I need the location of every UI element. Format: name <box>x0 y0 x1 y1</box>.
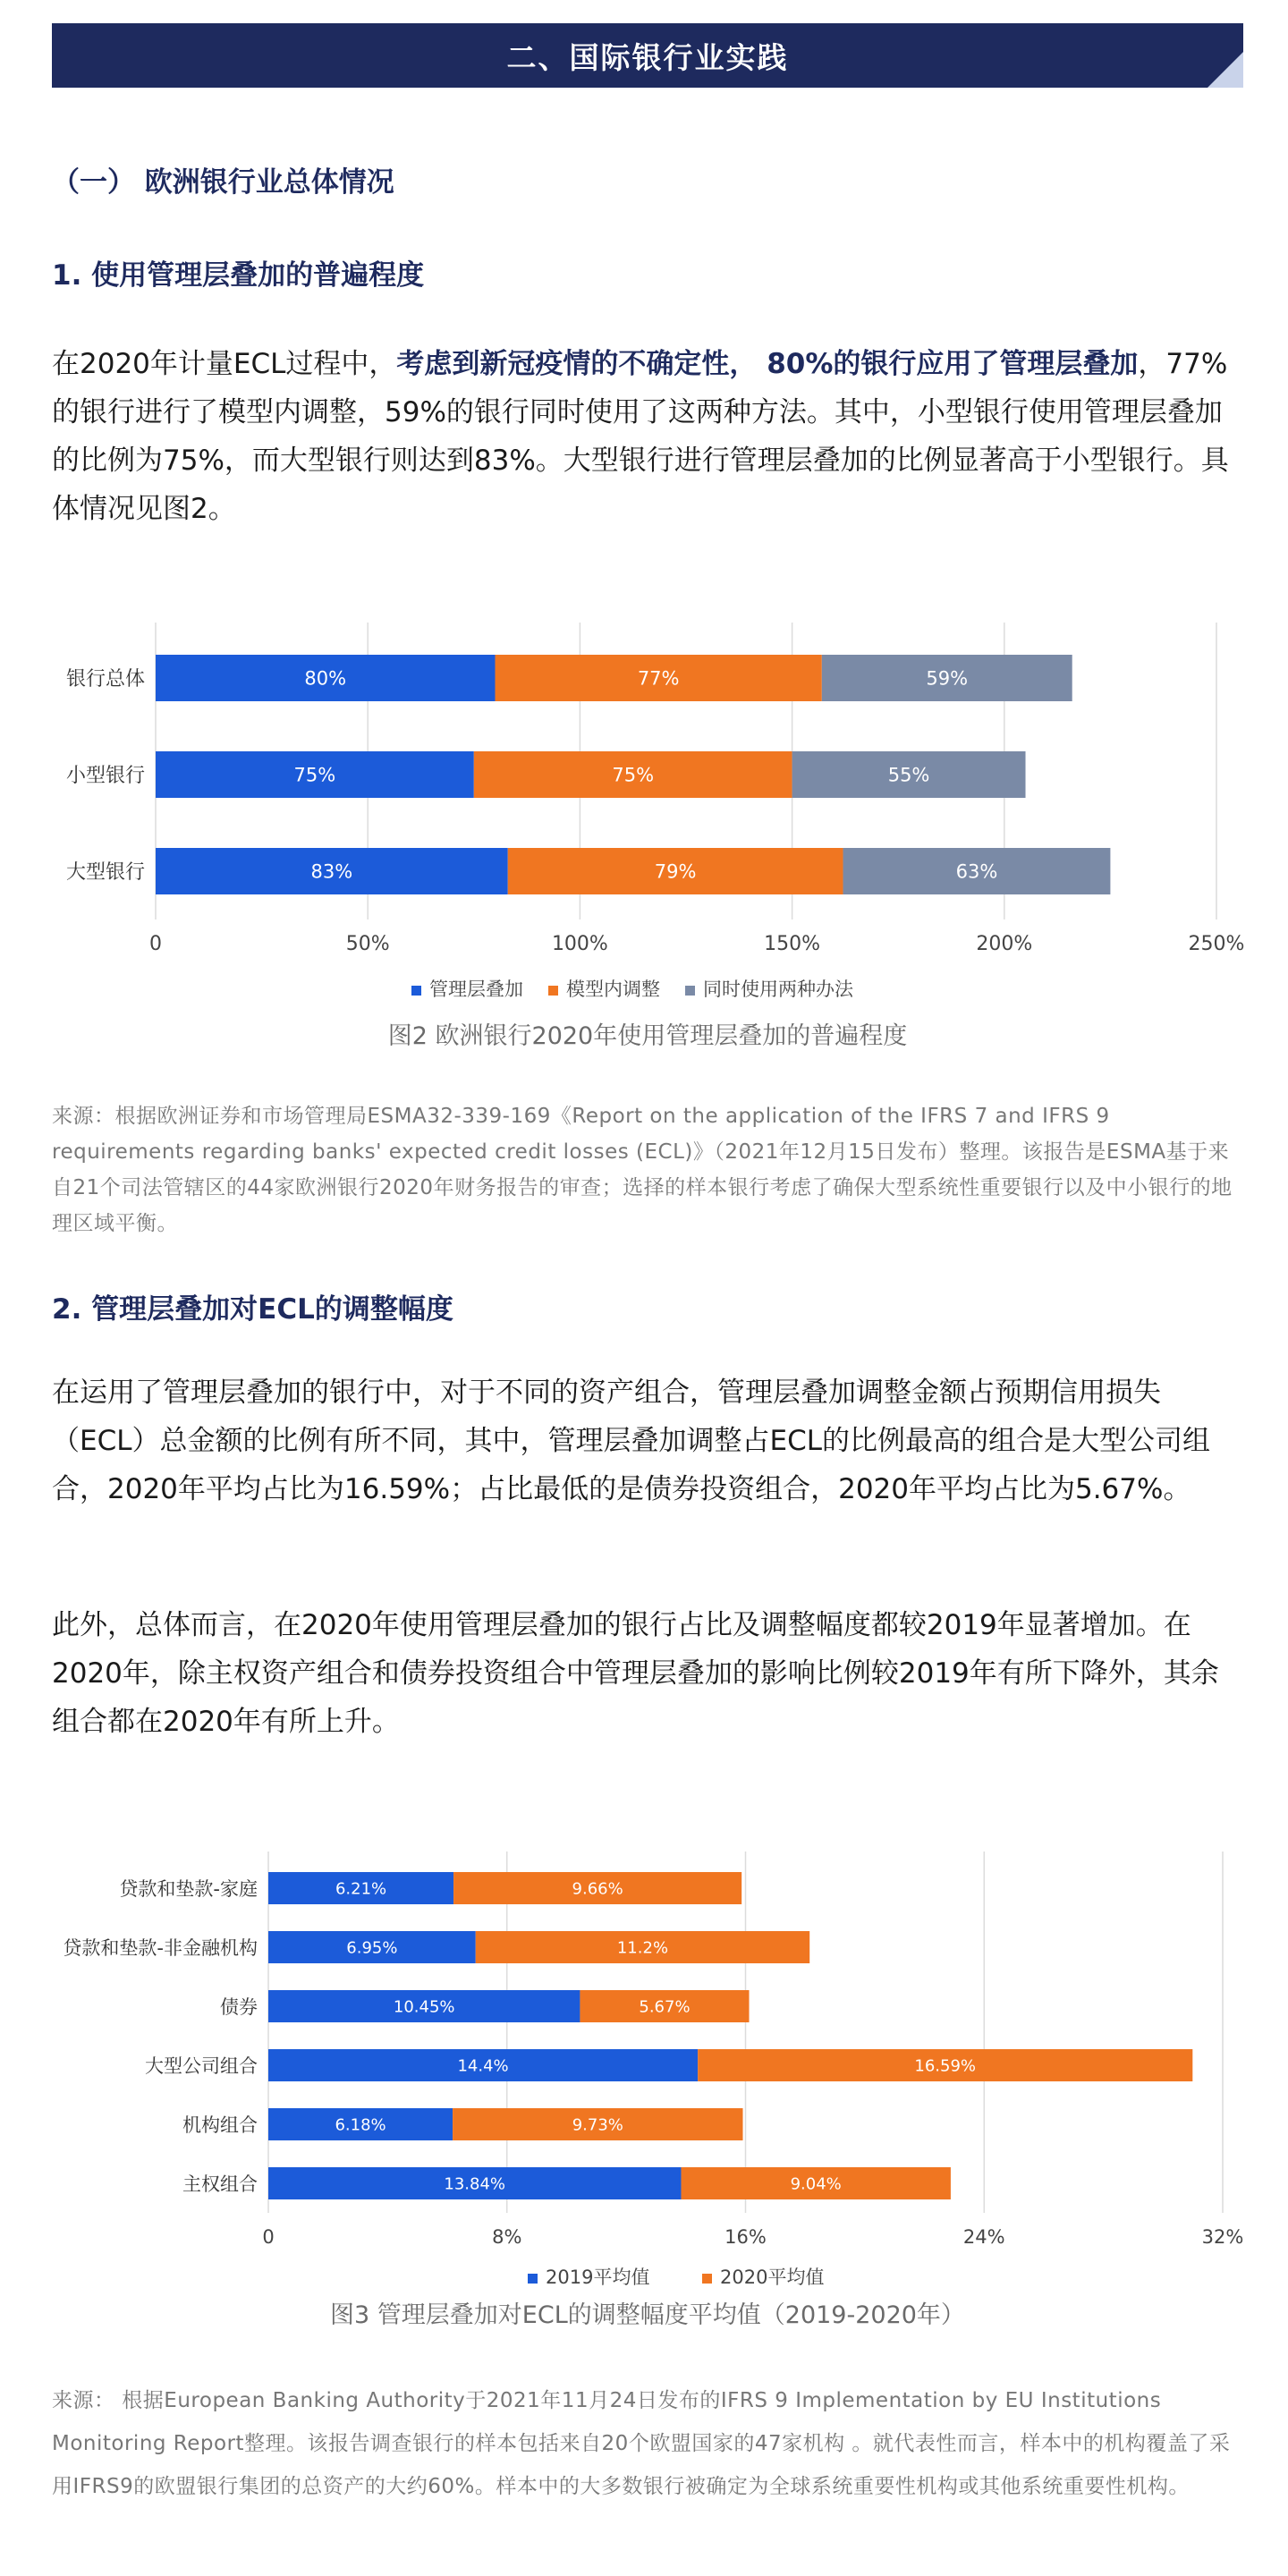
paragraph-1-part-a: 在2020年计量ECL过程中， <box>52 348 397 380</box>
subsection-title: （一） 欧洲银行业总体情况 <box>52 166 394 199</box>
chart-figure-3 <box>0 1825 1288 2288</box>
data-label: 14.4% <box>457 2056 509 2076</box>
x-tick-label: 0 <box>149 933 162 955</box>
heading-2: 2. 管理层叠加对ECL的调整幅度 <box>52 1293 453 1326</box>
category-label: 大型银行 <box>65 861 145 884</box>
x-tick-label: 100% <box>551 933 608 955</box>
category-label: 银行总体 <box>65 668 145 691</box>
legend-swatch <box>411 986 421 996</box>
data-label: 6.95% <box>346 1938 398 1958</box>
legend-label: 2020平均值 <box>720 2267 825 2288</box>
category-label: 主权组合 <box>182 2174 258 2195</box>
legend-label: 模型内调整 <box>566 979 660 1000</box>
x-tick-label: 32% <box>1201 2226 1244 2248</box>
category-label: 机构组合 <box>182 2114 258 2136</box>
data-label: 77% <box>637 667 680 690</box>
data-label: 13.84% <box>444 2174 506 2194</box>
data-label: 10.45% <box>393 1997 455 2017</box>
data-label: 9.66% <box>572 1879 623 1899</box>
source-note-2: 来源： 根据European Banking Authority于2021年11月24日发布的IFRS 9 Implementation by EU Institutions Monitoring Report整理。该报告调查银行的样本包括来自20个欧盟国家的47家机构 。就代表性而言，样本中的机构覆盖了采用IFRS9的欧盟银行集团的总资产的大约60%。样本中的大多数银行被确定为全球系统重要性机构或其他系统重要性机构。 <box>52 2389 1231 2498</box>
category-label: 大型公司组合 <box>145 2055 258 2077</box>
x-tick-label: 250% <box>1188 933 1245 955</box>
category-label: 贷款和垫款-家庭 <box>119 1878 258 1900</box>
data-label: 9.04% <box>790 2174 842 2194</box>
paragraph-1 <box>52 340 1243 533</box>
legend-swatch <box>528 2274 538 2284</box>
data-label: 80% <box>304 667 347 690</box>
paragraph-1-highlight: 考虑到新冠疫情的不确定性， 80%的银行应用了管理层叠加 <box>396 348 1139 380</box>
figure-2-caption: 图2 欧洲银行2020年使用管理层叠加的普遍程度 <box>387 1022 908 1050</box>
data-label: 83% <box>310 860 353 883</box>
paragraph-1-part-b: ，77%的银行进行了模型内调整，59%的银行同时使用了这两种方法。其中，小型银行使用管理层叠加的比例为75%，而大型银行则达到83%。大型银行进行管理层叠加的比例显著高于小型银行。具体情况见图2。 <box>52 348 1229 525</box>
x-tick-label: 150% <box>764 933 821 955</box>
x-tick-label: 8% <box>492 2226 522 2248</box>
x-tick-label: 0 <box>262 2226 275 2248</box>
chart-figure-2 <box>0 590 1288 1000</box>
source-note-1: 来源：根据欧洲证券和市场管理局ESMA32-339-169《Report on the application of the IFRS 7 and IFRS 9 requirements regarding banks' expected credit losses (ECL)》（2021年12月15日发布）整理。该报告是ESMA基于来自21个司法管辖区的44家欧洲银行2020年财务报告的审查；选择的样本银行考虑了确保大型系统性重要银行以及中小银行的地理区域平衡。 <box>52 1105 1233 1235</box>
legend-swatch <box>685 986 695 996</box>
legend-label: 管理层叠加 <box>429 979 523 1000</box>
heading-1: 1. 使用管理层叠加的普遍程度 <box>52 259 425 292</box>
x-tick-label: 50% <box>345 933 390 955</box>
section-title: 二、国际银行业实践 <box>506 39 789 75</box>
data-label: 55% <box>887 764 930 786</box>
section-banner <box>52 23 1243 88</box>
legend-label: 2019平均值 <box>546 2267 650 2288</box>
data-label: 5.67% <box>639 1997 691 2017</box>
x-tick-label: 24% <box>962 2226 1005 2248</box>
banner-corner-decoration <box>1208 52 1243 88</box>
data-label: 11.2% <box>616 1938 669 1958</box>
data-label: 6.18% <box>335 2115 386 2135</box>
data-label: 75% <box>293 764 336 786</box>
data-label: 6.21% <box>335 1879 387 1899</box>
figure-3-caption: 图3 管理层叠加对ECL的调整幅度平均值（2019-2020年） <box>330 2301 965 2329</box>
x-tick-label: 16% <box>724 2226 767 2248</box>
data-label: 79% <box>654 860 697 883</box>
data-label: 16.59% <box>914 2056 977 2076</box>
data-label: 75% <box>612 764 655 786</box>
paragraph-3: 此外，总体而言，在2020年使用管理层叠加的银行占比及调整幅度都较2019年显著增加。在2020年，除主权资产组合和债券投资组合中管理层叠加的影响比例较2019年有所下降外，其余组合都在2020年有所上升。 <box>52 1609 1219 1738</box>
legend-swatch <box>548 986 558 996</box>
legend-label: 同时使用两种办法 <box>703 979 853 1000</box>
data-label: 63% <box>955 860 998 883</box>
category-label: 债券 <box>220 1996 258 2018</box>
paragraph-2: 在运用了管理层叠加的银行中，对于不同的资产组合，管理层叠加调整金额占预期信用损失（ECL）总金额的比例有所不同，其中，管理层叠加调整占ECL的比例最高的组合是大型公司组合，2020年平均占比为16.59%；占比最低的是债券投资组合，2020年平均占比为5.67%。 <box>52 1377 1211 1505</box>
data-label: 59% <box>926 667 969 690</box>
legend-swatch <box>702 2274 712 2284</box>
data-label: 9.73% <box>572 2115 623 2135</box>
category-label: 贷款和垫款-非金融机构 <box>63 1937 258 1959</box>
x-tick-label: 200% <box>976 933 1033 955</box>
category-label: 小型银行 <box>65 765 145 787</box>
